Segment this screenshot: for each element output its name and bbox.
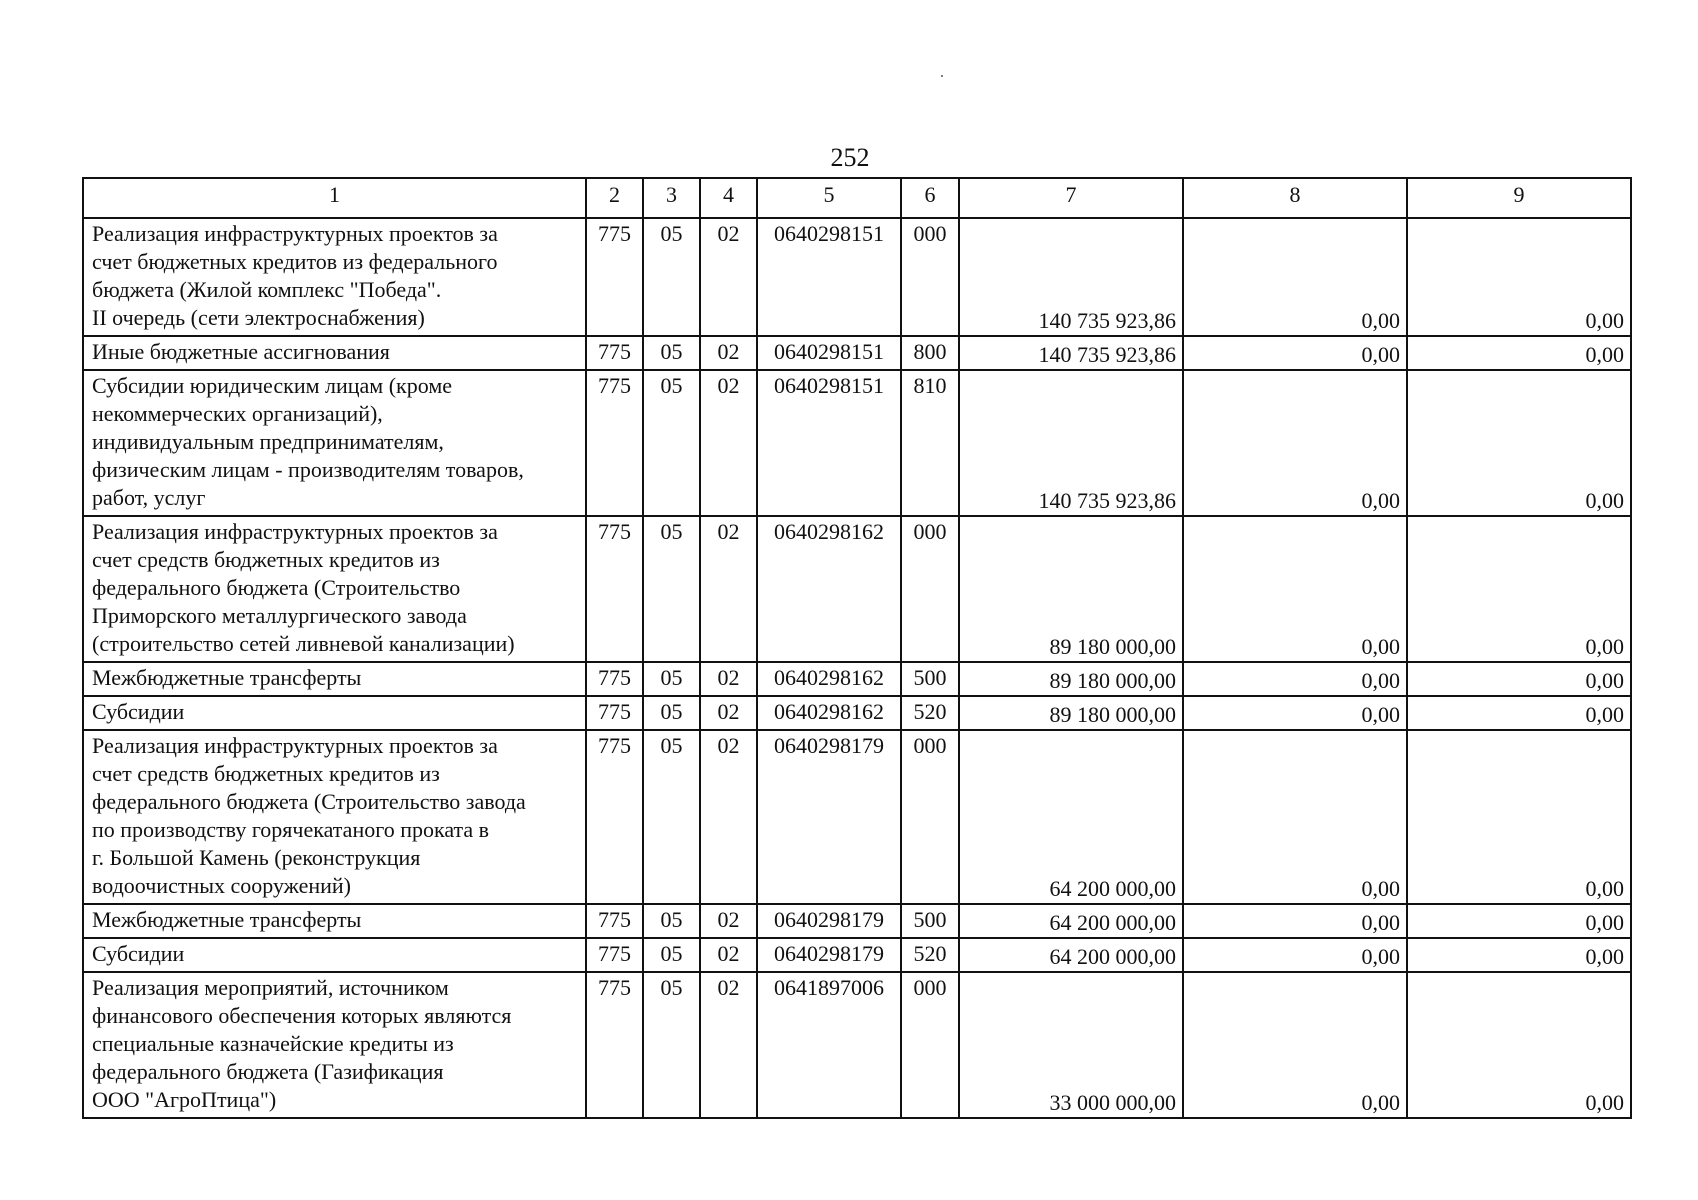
header-cell-2: 2 bbox=[586, 178, 643, 218]
header-cell-8: 8 bbox=[1183, 178, 1407, 218]
row-code-2: 775 bbox=[586, 904, 643, 938]
row-code-6: 000 bbox=[901, 516, 959, 662]
row-code-6: 000 bbox=[901, 218, 959, 336]
row-code-6: 500 bbox=[901, 904, 959, 938]
header-cell-1: 1 bbox=[83, 178, 586, 218]
row-code-2: 775 bbox=[586, 696, 643, 730]
row-code-2: 775 bbox=[586, 370, 643, 516]
row-code-2: 775 bbox=[586, 516, 643, 662]
row-code-3: 05 bbox=[643, 696, 700, 730]
table-row bbox=[83, 516, 1631, 662]
row-amount-7: 140 735 923,86 bbox=[959, 218, 1183, 336]
table-row bbox=[83, 662, 1631, 696]
row-amount-9: 0,00 bbox=[1407, 218, 1631, 336]
row-name: Реализация инфраструктурных проектов за счет средств бюджетных кредитов из федерального бюджета (Строительство завода по производству горячекатаного проката в г. Большой Камень (реконструкция водоочистных сооружений) bbox=[83, 730, 586, 904]
row-code-3: 05 bbox=[643, 972, 700, 1118]
row-amount-9: 0,00 bbox=[1407, 938, 1631, 972]
row-code-3: 05 bbox=[643, 516, 700, 662]
table-row bbox=[83, 904, 1631, 938]
row-amount-9: 0,00 bbox=[1407, 972, 1631, 1118]
row-amount-7: 89 180 000,00 bbox=[959, 696, 1183, 730]
header-cell-5: 5 bbox=[757, 178, 901, 218]
header-cell-6: 6 bbox=[901, 178, 959, 218]
row-code-4: 02 bbox=[700, 370, 757, 516]
row-code-5: 0640298151 bbox=[757, 370, 901, 516]
row-code-3: 05 bbox=[643, 336, 700, 370]
row-amount-8: 0,00 bbox=[1183, 218, 1407, 336]
row-code-4: 02 bbox=[700, 662, 757, 696]
table-row bbox=[83, 336, 1631, 370]
table-row bbox=[83, 370, 1631, 516]
row-amount-8: 0,00 bbox=[1183, 370, 1407, 516]
row-code-6: 520 bbox=[901, 938, 959, 972]
row-amount-8: 0,00 bbox=[1183, 696, 1407, 730]
row-code-4: 02 bbox=[700, 336, 757, 370]
row-amount-9: 0,00 bbox=[1407, 516, 1631, 662]
row-code-5: 0640298151 bbox=[757, 336, 901, 370]
row-code-6: 000 bbox=[901, 730, 959, 904]
row-code-5: 0640298179 bbox=[757, 730, 901, 904]
header-cell-3: 3 bbox=[643, 178, 700, 218]
row-code-2: 775 bbox=[586, 218, 643, 336]
row-amount-9: 0,00 bbox=[1407, 662, 1631, 696]
row-amount-9: 0,00 bbox=[1407, 370, 1631, 516]
row-name: Субсидии bbox=[83, 938, 586, 972]
row-amount-7: 64 200 000,00 bbox=[959, 938, 1183, 972]
row-code-3: 05 bbox=[643, 904, 700, 938]
row-code-2: 775 bbox=[586, 938, 643, 972]
row-amount-8: 0,00 bbox=[1183, 904, 1407, 938]
row-code-4: 02 bbox=[700, 696, 757, 730]
row-name: Реализация инфраструктурных проектов за счет бюджетных кредитов из федерального бюджета (Жилой комплекс "Победа". II очередь (сети электроснабжения) bbox=[83, 218, 586, 336]
row-code-4: 02 bbox=[700, 972, 757, 1118]
row-code-6: 520 bbox=[901, 696, 959, 730]
row-name: Реализация мероприятий, источником финансового обеспечения которых являются специальные казначейские кредиты из федерального бюджета (Газификация ООО "АгроПтица") bbox=[83, 972, 586, 1118]
row-amount-7: 64 200 000,00 bbox=[959, 904, 1183, 938]
row-amount-7: 33 000 000,00 bbox=[959, 972, 1183, 1118]
row-code-6: 000 bbox=[901, 972, 959, 1118]
row-amount-7: 140 735 923,86 bbox=[959, 336, 1183, 370]
budget-table bbox=[82, 177, 1632, 1119]
row-code-3: 05 bbox=[643, 218, 700, 336]
row-code-4: 02 bbox=[700, 938, 757, 972]
row-code-2: 775 bbox=[586, 730, 643, 904]
header-cell-4: 4 bbox=[700, 178, 757, 218]
row-code-6: 500 bbox=[901, 662, 959, 696]
row-code-5: 0640298162 bbox=[757, 516, 901, 662]
row-amount-7: 64 200 000,00 bbox=[959, 730, 1183, 904]
row-code-2: 775 bbox=[586, 336, 643, 370]
table-row bbox=[83, 972, 1631, 1118]
row-name: Реализация инфраструктурных проектов за счет средств бюджетных кредитов из федерального бюджета (Строительство Приморского металлургического завода (строительство сетей ливневой канализации) bbox=[83, 516, 586, 662]
row-amount-7: 140 735 923,86 bbox=[959, 370, 1183, 516]
row-code-2: 775 bbox=[586, 662, 643, 696]
row-amount-8: 0,00 bbox=[1183, 938, 1407, 972]
row-name: Субсидии bbox=[83, 696, 586, 730]
header-row bbox=[83, 178, 1631, 218]
row-code-2: 775 bbox=[586, 972, 643, 1118]
row-amount-8: 0,00 bbox=[1183, 662, 1407, 696]
row-code-4: 02 bbox=[700, 516, 757, 662]
row-code-6: 810 bbox=[901, 370, 959, 516]
row-amount-7: 89 180 000,00 bbox=[959, 662, 1183, 696]
row-amount-9: 0,00 bbox=[1407, 730, 1631, 904]
table-row bbox=[83, 218, 1631, 336]
page-number: 252 bbox=[830, 143, 870, 172]
row-code-6: 800 bbox=[901, 336, 959, 370]
table-row bbox=[83, 696, 1631, 730]
row-code-5: 0640298179 bbox=[757, 938, 901, 972]
row-code-5: 0640298179 bbox=[757, 904, 901, 938]
row-amount-9: 0,00 bbox=[1407, 336, 1631, 370]
row-name: Межбюджетные трансферты bbox=[83, 662, 586, 696]
row-amount-8: 0,00 bbox=[1183, 516, 1407, 662]
row-name: Субсидии юридическим лицам (кроме некоммерческих организаций), индивидуальным предпринимателям, физическим лицам - производителям товаров, работ, услуг bbox=[83, 370, 586, 516]
row-name: Межбюджетные трансферты bbox=[83, 904, 586, 938]
row-code-5: 0640298162 bbox=[757, 696, 901, 730]
row-code-4: 02 bbox=[700, 218, 757, 336]
row-code-3: 05 bbox=[643, 938, 700, 972]
row-amount-9: 0,00 bbox=[1407, 696, 1631, 730]
row-code-5: 0641897006 bbox=[757, 972, 901, 1118]
scan-speck bbox=[941, 75, 943, 77]
row-amount-8: 0,00 bbox=[1183, 730, 1407, 904]
row-code-3: 05 bbox=[643, 662, 700, 696]
row-code-3: 05 bbox=[643, 730, 700, 904]
row-amount-7: 89 180 000,00 bbox=[959, 516, 1183, 662]
row-name: Иные бюджетные ассигнования bbox=[83, 336, 586, 370]
header-cell-9: 9 bbox=[1407, 178, 1631, 218]
row-amount-8: 0,00 bbox=[1183, 336, 1407, 370]
header-cell-7: 7 bbox=[959, 178, 1183, 218]
row-code-3: 05 bbox=[643, 370, 700, 516]
row-code-5: 0640298162 bbox=[757, 662, 901, 696]
table-row bbox=[83, 938, 1631, 972]
row-amount-9: 0,00 bbox=[1407, 904, 1631, 938]
row-code-4: 02 bbox=[700, 730, 757, 904]
row-amount-8: 0,00 bbox=[1183, 972, 1407, 1118]
row-code-5: 0640298151 bbox=[757, 218, 901, 336]
table-row bbox=[83, 730, 1631, 904]
row-code-4: 02 bbox=[700, 904, 757, 938]
